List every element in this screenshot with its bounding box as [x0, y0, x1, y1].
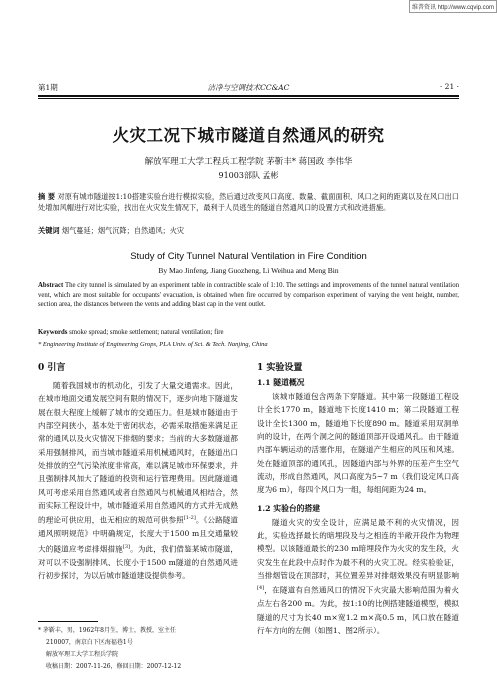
english-keywords-label: Keywords — [38, 329, 68, 336]
footnote-line-1: * 茅靳丰，男，1962年8月生，博士，教授，室主任 — [38, 627, 176, 634]
citation-1-2: [1-2] — [183, 515, 196, 522]
english-abstract — [38, 281, 459, 310]
testbed-text-1: 隧道火灾的安全设计，应满足最不利的火灾情况，因此，实验选择最长的暗埋段及与之相连的半敞开段作为物理模型。以该隧道最长的230 m暗埋段作为火灾的发生段，火灾发生在此段中点时作为最不利的火灾工况。经实验验证，当排烟管设在顶部时，其位置差异对排烟效果没有明显影响 — [257, 517, 459, 581]
author-line: 解放军理工大学工程兵工程学院 茅靳丰* 蒋国政 李伟华 — [144, 157, 353, 167]
testbed-paragraph — [257, 516, 459, 638]
testbed-text-2: ，在隧道有自然通风口的情况下火灾最大影响范围为着火点左右各200 m。为此，按1:10的比例搭建隧道模型，模拟隧道的尺寸为长40 m×宽1.2 m×高0.5 m，风口放在隧道行车方向的左侧（如图1、图2所示）。 — [257, 586, 459, 636]
left-column — [38, 360, 238, 582]
intro-text-2: 。《公路隧道通风照明规范》中明确规定，长度大于1500 m且交通量较大的隧道应考虑排烟措施 — [38, 515, 239, 554]
issue-number: 第1期 — [38, 83, 58, 92]
english-keywords-text: smoke spread; smoke settlement; natural ventilation; fire — [69, 329, 224, 336]
english-title: Study of City Tunnel Natural Ventilation in Fire Condition — [130, 251, 367, 262]
footnote-line-4: 收稿日期：2007-11-26，修回日期：2007-12-12 — [46, 663, 182, 670]
english-abstract-text: The city tunnel is simulated by an experiment table in contractible scale of 1:10. The settings and improvements of the tunnel natural ventilation vent, which are most suitable for occupants' evacuation, is obtained when fire occurred by comparison experiment of varying the vent height, number, section area, the distances between the vents and adding blast cap in the vent outlet. — [38, 282, 459, 308]
abstract-cn-label: 摘 要 — [38, 192, 56, 201]
english-authors: By Mao Jinfeng, Jiang Guozheng, Li Weihua and Meng Bin — [158, 266, 339, 275]
section-heading-intro: 0 引言 — [38, 363, 66, 373]
footnote-line-3: 解放军理工大学工程兵学院 — [46, 651, 119, 658]
citation-3: [3] — [122, 543, 130, 550]
citation-4: [4] — [257, 585, 265, 592]
abstract-cn-text: 对原有城市隧道按1:10搭建实验台进行模拟实验，然后通过改变风口高度、数量、截面面积、风口之间的距离以及在风口出口处增加风帽进行对比实验，找出在火灾发生情况下，最利于人员逃生的隧道自然通风口的设置方式和改进措施。 — [38, 192, 459, 212]
english-abstract-label: Abstract — [38, 282, 64, 289]
intro-text-1: 随着我国城市的机动化，引发了大量交通需求。因此，在城市地面交通发展空间有限的情况下，逐步向地下隧道发展在很大程度上缓解了城市的交通压力。但是城市隧道由于内部空间狭小，基本处于密闭状态，必需采取措施来满足正常的通风以及火灾情况下排烟的要求；当前的大多数隧道都采用强制排风，而当城市隧道采用机械通风时，在隧道出口处排放的空气污染浓度非常高，难以满足城市环保要求，并且强制排风加大了隧道的投资和运行管理费用。因此隧道通风可考虑采用自然通风或者自然通风与机械通风相结合，然而实际工程设计中，城市隧道采用自然通风的方式并无成熟的理论可供应用，也无相应的规范可供参照 — [38, 381, 238, 525]
intro-paragraph — [38, 379, 238, 582]
footnote-line-2: 210007，南京白下区海福巷1号 — [46, 639, 133, 646]
page-number: · 21 · — [439, 82, 459, 91]
subsection-heading-tunnel: 1.1 隧道概况 — [257, 378, 305, 387]
footnote-rule — [38, 621, 98, 622]
running-header — [38, 80, 459, 94]
paper-title: 火灾工况下城市隧道自然通风的研究 — [112, 126, 385, 145]
journal-name: 洁净与空调技术CC&AC — [207, 83, 290, 92]
header-rule — [38, 95, 459, 97]
english-affiliation-note: * Engineering Institute of Engineering Grops, PLA Univ. of Sci. & Tech. Nanjing, China — [38, 341, 268, 348]
intro-text-3: 。为此，我们借鉴某城市隧道，对可以不设强制排风、长度小于1500 m隧道的自然通风进行初步探讨，为以后城市隧道建设提供参考。 — [38, 544, 239, 580]
abstract-cn — [38, 191, 459, 213]
english-keywords — [38, 329, 459, 336]
affiliation-line: 91003部队 孟彬 — [218, 171, 279, 180]
keywords-cn-label: 关键词 — [38, 226, 60, 235]
keywords-cn-text: 烟气蔓延；烟气沉降；自然通风；火灾 — [61, 226, 185, 235]
header-rule-thin — [38, 98, 459, 99]
keywords-cn — [38, 226, 459, 236]
author-footnote — [38, 625, 233, 673]
subsection-heading-testbed: 1.2 实验台的搭建 — [257, 503, 321, 513]
watermark: 维普资讯 http://www.cqvip.com — [409, 0, 497, 13]
section-heading-setup: 1 实验设置 — [257, 363, 303, 373]
right-column — [257, 360, 459, 637]
tunnel-overview-paragraph: 该城市隧道包含两条下穿隧道。其中第一段隧道工程设计全长1770 m，隧道地下长度1410 m；第二段隧道工程设计全长1300 m，隧道地下长度890 m。隧道采用双洞单向的设计，在两个洞之间的隧道顶部开设通风孔。由于隧道内部车辆运动的活塞作用，在隧道产生相应的风压和风速。处在隧道顶部的通风孔，因隧道内部与外界的压差产生空气流动，形成自然通风，风口高度为5~7 m（我们设定风口高度为6 m），每四个风口为一组，每组间距为24 m。 — [257, 392, 459, 495]
